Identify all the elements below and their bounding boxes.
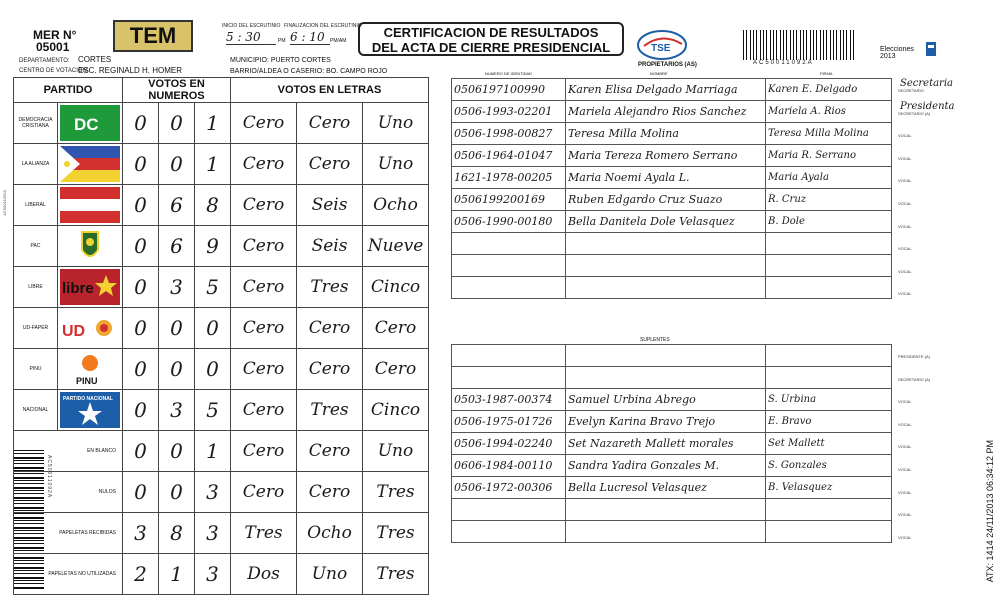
vote-digit: 0 xyxy=(159,103,195,144)
summary-digit: 3 xyxy=(195,513,231,554)
barrio: BARRIO/ALDEA O CASERIO: BO. CAMPO ROJO xyxy=(230,68,388,75)
member-role: VOCAL xyxy=(898,268,912,274)
owners-table xyxy=(451,78,892,299)
member-name xyxy=(566,345,766,367)
summary-word: Tres xyxy=(363,554,429,595)
member-role: VOCAL xyxy=(898,534,912,540)
vote-digit: 0 xyxy=(159,349,195,390)
member-signature xyxy=(766,345,892,367)
summary-word: Cero xyxy=(297,472,363,513)
member-role-handwritten: Secretaria xyxy=(900,78,953,89)
center-value: ESC. REGINALD H. HOMER xyxy=(78,66,183,75)
summary-digit: 3 xyxy=(195,472,231,513)
member-role: SECRETARIO (A) xyxy=(898,376,931,382)
members-header-id: NUMERO DE IDENTIDAD xyxy=(485,71,533,76)
party-logo xyxy=(58,349,123,390)
party-logo xyxy=(58,308,123,349)
member-id: 1621-1978-00205 xyxy=(452,167,566,189)
member-name xyxy=(566,233,766,255)
member-row xyxy=(452,145,892,167)
party-header: PARTIDO xyxy=(14,78,123,103)
party-name: PINU xyxy=(14,349,58,390)
party-logo xyxy=(58,103,123,144)
summary-digit: 2 xyxy=(123,554,159,595)
summary-word: Tres xyxy=(363,472,429,513)
member-name xyxy=(566,521,766,543)
member-name: Evelyn Karina Bravo Trejo xyxy=(566,411,766,433)
start-time: 5 : 30 xyxy=(226,30,276,45)
party-name: PAC xyxy=(14,226,58,267)
member-role: VOCAL xyxy=(898,246,912,252)
vote-word: Cinco xyxy=(363,267,429,308)
member-signature xyxy=(766,255,892,277)
member-row xyxy=(452,477,892,499)
member-signature: E. Bravo xyxy=(766,411,892,433)
vote-word: Cero xyxy=(297,103,363,144)
member-signature: R. Cruz xyxy=(766,189,892,211)
party-name: LIBERAL xyxy=(14,185,58,226)
member-role: VOCAL xyxy=(898,223,912,229)
vote-word: Cero xyxy=(363,308,429,349)
end-time: 6 : 10 xyxy=(290,30,330,45)
end-label: FINALIZACION DEL ESCRUTINIO xyxy=(284,23,362,29)
member-id: 0506-1998-00827 xyxy=(452,123,566,145)
member-row xyxy=(452,277,892,299)
suplentes-label: SUPLENTES xyxy=(640,337,670,343)
summary-word: Cero xyxy=(231,431,297,472)
elections-logo xyxy=(880,40,938,64)
member-signature: Maria R. Serrano xyxy=(766,145,892,167)
member-role: VOCAL xyxy=(898,291,912,297)
barcode-number: AC50011092A xyxy=(753,60,814,66)
party-row xyxy=(14,185,429,226)
party-name: LIBRE xyxy=(14,267,58,308)
party-row xyxy=(14,103,429,144)
summary-label: NULOS xyxy=(14,472,123,513)
party-dc-icon xyxy=(60,105,120,141)
party-row xyxy=(14,267,429,308)
summary-word: Uno xyxy=(297,554,363,595)
party-logo-text: DC xyxy=(74,115,99,134)
party-liberal-icon xyxy=(60,187,120,223)
party-name: UD-FAPER xyxy=(14,308,58,349)
member-row xyxy=(452,255,892,277)
vote-digit: 6 xyxy=(159,226,195,267)
member-id: 0506-1972-00306 xyxy=(452,477,566,499)
cert-line2: DEL ACTA DE CIERRE PRESIDENCIAL xyxy=(371,40,611,55)
party-logo-text: UD xyxy=(62,323,86,340)
department-value: CORTES xyxy=(78,55,112,64)
member-role: VOCAL xyxy=(898,512,912,518)
member-row xyxy=(452,411,892,433)
mer-label: MER N° xyxy=(33,28,77,42)
member-role: VOCAL xyxy=(898,467,912,472)
member-id: 0506197100990 xyxy=(452,79,566,101)
vote-digit: 0 xyxy=(159,144,195,185)
summary-word: Tres xyxy=(231,513,297,554)
member-role: SECRETARIO xyxy=(898,88,924,93)
vote-word: Cero xyxy=(231,267,297,308)
start-label: INICIO DEL ESCRUTINIO xyxy=(222,23,281,29)
vote-word: Cero xyxy=(231,308,297,349)
party-logo xyxy=(58,144,123,185)
member-row xyxy=(452,367,892,389)
department-label: DEPARTAMENTO: xyxy=(19,58,70,64)
party-logo-text: PINU xyxy=(76,376,98,386)
summary-digit: 1 xyxy=(159,554,195,595)
pm-label: PM xyxy=(278,38,286,44)
member-role: VOCAL xyxy=(898,421,912,427)
municipality: MUNICIPIO: PUERTO CORTES xyxy=(230,57,331,64)
member-signature: Teresa Milla Molina xyxy=(766,123,892,145)
vote-word: Tres xyxy=(297,267,363,308)
vote-word: Cero xyxy=(363,349,429,390)
members-header-signature: FIRMA xyxy=(820,71,833,76)
member-name: Set Nazareth Mallett morales xyxy=(566,433,766,455)
member-row xyxy=(452,433,892,455)
tse-logo-icon xyxy=(636,28,690,62)
summary-digit: 0 xyxy=(159,472,195,513)
vote-digit: 3 xyxy=(159,267,195,308)
member-role-handwritten: Presidenta xyxy=(900,100,955,112)
member-name: Teresa Milla Molina xyxy=(566,123,766,145)
vote-word: Cinco xyxy=(363,390,429,431)
party-logo xyxy=(58,185,123,226)
vote-word: Uno xyxy=(363,144,429,185)
summary-digit: 3 xyxy=(123,513,159,554)
member-role: VOCAL xyxy=(898,178,912,184)
summary-word: Tres xyxy=(363,513,429,554)
vote-digit: 0 xyxy=(123,308,159,349)
member-row xyxy=(452,189,892,211)
member-id: 0606-1984-00110 xyxy=(452,455,566,477)
summary-word: Dos xyxy=(231,554,297,595)
member-signature xyxy=(766,521,892,543)
member-signature xyxy=(766,233,892,255)
member-role: SECRETARIO (A) xyxy=(898,110,931,116)
summary-digit: 3 xyxy=(195,554,231,595)
letters-header: VOTOS EN LETRAS xyxy=(231,78,429,103)
member-id: 0506-1994-02240 xyxy=(452,433,566,455)
party-row xyxy=(14,308,429,349)
member-id: 0506-1993-02201 xyxy=(452,101,566,123)
member-name: Bella Danitela Dole Velasquez xyxy=(566,211,766,233)
party-nacional-icon xyxy=(60,392,120,428)
member-signature: Set Mallett xyxy=(766,433,892,455)
member-row xyxy=(452,167,892,189)
party-pinu-icon xyxy=(60,351,120,387)
member-signature: Maria Ayala xyxy=(766,167,892,189)
member-role: VOCAL xyxy=(898,155,912,161)
vote-word: Cero xyxy=(231,390,297,431)
member-id xyxy=(452,255,566,277)
vote-word: Cero xyxy=(231,103,297,144)
member-id: 0506-1990-00180 xyxy=(452,211,566,233)
party-pac-icon xyxy=(60,228,120,264)
member-row xyxy=(452,499,892,521)
party-name: LA ALIANZA xyxy=(14,144,58,185)
member-role: VOCAL xyxy=(898,201,912,206)
vote-digit: 0 xyxy=(123,267,159,308)
summary-digit: 8 xyxy=(159,513,195,554)
vote-word: Cero xyxy=(231,185,297,226)
member-row xyxy=(452,389,892,411)
member-name: Karen Elisa Delgado Marriaga xyxy=(566,79,766,101)
timestamp: ATX: 1414 24/11/2013 06:34:12 PM xyxy=(985,440,995,583)
member-signature: B. Dole xyxy=(766,211,892,233)
results-table xyxy=(13,77,429,595)
vote-word: Cero xyxy=(297,349,363,390)
member-name: Samuel Urbina Abrego xyxy=(566,389,766,411)
party-name: NACIONAL xyxy=(14,390,58,431)
summary-word: Ocho xyxy=(297,513,363,554)
vote-digit: 0 xyxy=(123,226,159,267)
member-id: 0506-1964-01047 xyxy=(452,145,566,167)
owners-label: PROPIETARIOS (AS) xyxy=(638,62,697,68)
member-name xyxy=(566,367,766,389)
member-name: Sandra Yadira Gonzales M. xyxy=(566,455,766,477)
member-role: VOCAL xyxy=(898,444,912,450)
summary-label: PAPELETAS RECIBIDAS xyxy=(14,513,123,554)
member-row xyxy=(452,233,892,255)
member-row xyxy=(452,211,892,233)
svg-text:TSE: TSE xyxy=(651,43,671,54)
vote-word: Cero xyxy=(231,349,297,390)
vote-digit: 5 xyxy=(195,267,231,308)
member-row xyxy=(452,455,892,477)
member-name: Mariela Alejandro Rios Sanchez xyxy=(566,101,766,123)
member-id: 0506-1975-01726 xyxy=(452,411,566,433)
side-print-text: AC50011092A xyxy=(2,190,7,216)
party-name: DEMOCRACIA CRISTIANA xyxy=(14,103,58,144)
party-logo-text: PARTIDO NACIONAL xyxy=(63,396,113,402)
member-id xyxy=(452,521,566,543)
member-name xyxy=(566,277,766,299)
barcode-icon xyxy=(743,30,855,60)
member-role: VOCAL xyxy=(898,399,912,405)
summary-row xyxy=(14,472,429,513)
member-signature: B. Velasquez xyxy=(766,477,892,499)
party-logo xyxy=(58,390,123,431)
member-row xyxy=(452,79,892,101)
vote-word: Cero xyxy=(297,144,363,185)
summary-row xyxy=(14,513,429,554)
vote-word: Uno xyxy=(363,103,429,144)
numbers-header: VOTOS EN NUMEROS xyxy=(123,78,231,103)
summary-word: Cero xyxy=(231,472,297,513)
vote-digit: 8 xyxy=(195,185,231,226)
certification-title xyxy=(358,22,624,56)
vote-digit: 6 xyxy=(159,185,195,226)
member-name xyxy=(566,499,766,521)
party-ud-icon xyxy=(60,310,120,346)
vote-digit: 0 xyxy=(123,185,159,226)
member-id xyxy=(452,499,566,521)
member-signature xyxy=(766,499,892,521)
vote-digit: 0 xyxy=(123,349,159,390)
vote-digit: 1 xyxy=(195,103,231,144)
member-role: VOCAL xyxy=(898,489,912,495)
vote-digit: 0 xyxy=(195,349,231,390)
member-row xyxy=(452,101,892,123)
party-logo-text: libre xyxy=(62,280,94,297)
summary-row xyxy=(14,431,429,472)
vote-word: Cero xyxy=(297,308,363,349)
summary-label: EN BLANCO xyxy=(14,431,123,472)
summary-digit: 0 xyxy=(159,431,195,472)
vote-word: Seis xyxy=(297,226,363,267)
mer-number: 05001 xyxy=(36,40,70,54)
summary-row xyxy=(14,554,429,595)
vote-word: Seis xyxy=(297,185,363,226)
party-row xyxy=(14,349,429,390)
member-name: Bella Lucresol Velasquez xyxy=(566,477,766,499)
member-signature xyxy=(766,277,892,299)
summary-digit: 1 xyxy=(195,431,231,472)
member-signature: S. Urbina xyxy=(766,389,892,411)
party-row xyxy=(14,144,429,185)
vote-word: Cero xyxy=(231,144,297,185)
vote-word: Nueve xyxy=(363,226,429,267)
vote-word: Tres xyxy=(297,390,363,431)
members-header-name: NOMBRE xyxy=(650,71,668,76)
summary-word: Cero xyxy=(297,431,363,472)
member-signature xyxy=(766,367,892,389)
member-signature: Karen E. Delgado xyxy=(766,79,892,101)
member-signature: Mariela A. Rios xyxy=(766,101,892,123)
vote-digit: 3 xyxy=(159,390,195,431)
summary-digit: 0 xyxy=(123,431,159,472)
vote-digit: 0 xyxy=(195,308,231,349)
party-alianza-icon xyxy=(60,146,120,182)
member-role: PRESIDENTE (A) xyxy=(898,354,931,359)
member-id xyxy=(452,345,566,367)
member-role: VOCAL xyxy=(898,133,912,139)
summary-digit: 0 xyxy=(123,472,159,513)
vote-word: Ocho xyxy=(363,185,429,226)
suplentes-table xyxy=(451,344,892,543)
summary-label: PAPELETAS NO UTILIZADAS xyxy=(14,554,123,595)
party-row xyxy=(14,226,429,267)
member-id xyxy=(452,277,566,299)
summary-word: Uno xyxy=(363,431,429,472)
party-libre-icon xyxy=(60,269,120,305)
vote-digit: 9 xyxy=(195,226,231,267)
vote-digit: 1 xyxy=(195,144,231,185)
party-logo xyxy=(58,226,123,267)
pmam-label: PM/AM xyxy=(330,38,347,44)
member-row xyxy=(452,345,892,367)
tem-badge: TEM xyxy=(113,20,193,52)
center-label: CENTRO DE VOTACION: xyxy=(19,68,89,74)
vote-digit: 0 xyxy=(123,103,159,144)
vote-digit: 5 xyxy=(195,390,231,431)
member-name: Ruben Edgardo Cruz Suazo xyxy=(566,189,766,211)
member-name: Maria Noemi Ayala L. xyxy=(566,167,766,189)
member-id: 0506199200169 xyxy=(452,189,566,211)
barcode-vertical-number: AC50011092A xyxy=(46,455,52,499)
member-row xyxy=(452,521,892,543)
vote-digit: 0 xyxy=(123,144,159,185)
elections-text: Elecciones 2013 xyxy=(880,46,914,60)
member-id xyxy=(452,233,566,255)
cert-line1: CERTIFICACION DE RESULTADOS xyxy=(383,25,599,40)
member-name xyxy=(566,255,766,277)
vote-digit: 0 xyxy=(123,390,159,431)
member-id: 0503-1987-00374 xyxy=(452,389,566,411)
vote-digit: 0 xyxy=(159,308,195,349)
member-signature: S. Gonzales xyxy=(766,455,892,477)
member-name: Maria Tereza Romero Serrano xyxy=(566,145,766,167)
member-id xyxy=(452,367,566,389)
vote-word: Cero xyxy=(231,226,297,267)
party-row xyxy=(14,390,429,431)
member-row xyxy=(452,123,892,145)
party-logo xyxy=(58,267,123,308)
